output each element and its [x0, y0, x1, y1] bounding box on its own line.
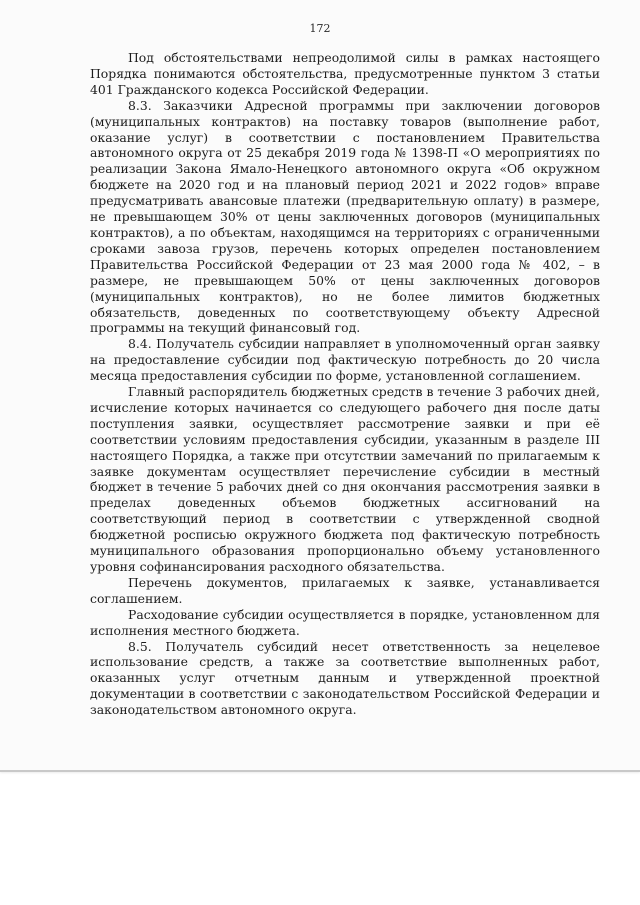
paragraph-8-5: 8.5. Получатель субсидий несет ответственность за нецелевое использование средств, а также за соответствие выполненных работ, оказанных услуг отчетным данным и утвержденной проектной документации в соответствии с законодательством Российской Федерации и законодательством автономного округа.: [90, 638, 600, 718]
document-body: [90, 50, 600, 718]
paragraph-force-majeure: Под обстоятельствами непреодолимой силы в рамках настоящего Порядка понимаются обстоятельства, предусмотренные пунктом 3 статьи 401 Гражданского кодекса Российской Федерации.: [90, 50, 600, 97]
page-number: 172: [309, 22, 331, 35]
paragraph-8-3: 8.3. Заказчики Адресной программы при заключении договоров (муниципальных контрактов) на поставку товаров (выполнение работ, оказание услуг) в соответствии с постановлением Правительства автономного округа от 25 декабря 2019 года № 1398-П «О мероприятиях по реализации Закона Ямало-Ненецкого автономного округа «Об окружном бюджете на 2020 год и на плановый период 2021 и 2022 годов» вправе предусматривать авансовые платежи (предварительную оплату) в размере, не превышающем 30% от цены заключенных договоров (муниципальных контрактов), а по объектам, находящимся на территориях с ограниченными сроками завоза грузов, перечень которых определен постановлением Правительства Российской Федерации от 23 мая 2000 года № 402, – в размере, не превышающем 50% от цены заключенных договоров (муниципальных контрактов), но не более лимитов бюджетных обязательств, доведенных по соответствующему объекту Адресной программы на текущий финансовый год.: [90, 97, 600, 336]
paragraph-chief-administrator: Главный распорядитель бюджетных средств в течение 3 рабочих дней, исчисление которых начинается со следующего рабочего дня после даты поступления заявки, осуществляет рассмотрение заявки и при её соответствии условиям предоставления субсидии, указанным в разделе III настоящего Порядка, а также при отсутствии замечаний по прилагаемым к заявке документам осуществляет перечисление субсидии в местный бюджет в течение 5 рабочих дней со дня окончания рассмотрения заявки в пределах доведенных объемов бюджетных ассигнований на соответствующий период в соответствии с утвержденной сводной бюджетной росписью окружного бюджета под фактическую потребность муниципального образования пропорционально объему установленного уровня софинансирования расходного обязательства.: [90, 384, 600, 574]
paragraph-8-4: 8.4. Получатель субсидии направляет в уполномоченный орган заявку на предоставление субсидии под фактическую потребность до 20 числа месяца предоставления субсидии по форме, установленной соглашением.: [90, 336, 600, 384]
paragraph-documents-list: Перечень документов, прилагаемых к заявке, устанавливается соглашением.: [90, 574, 600, 606]
paragraph-spending: Расходование субсидии осуществляется в порядке, установленном для исполнения местного бюджета.: [90, 606, 600, 638]
